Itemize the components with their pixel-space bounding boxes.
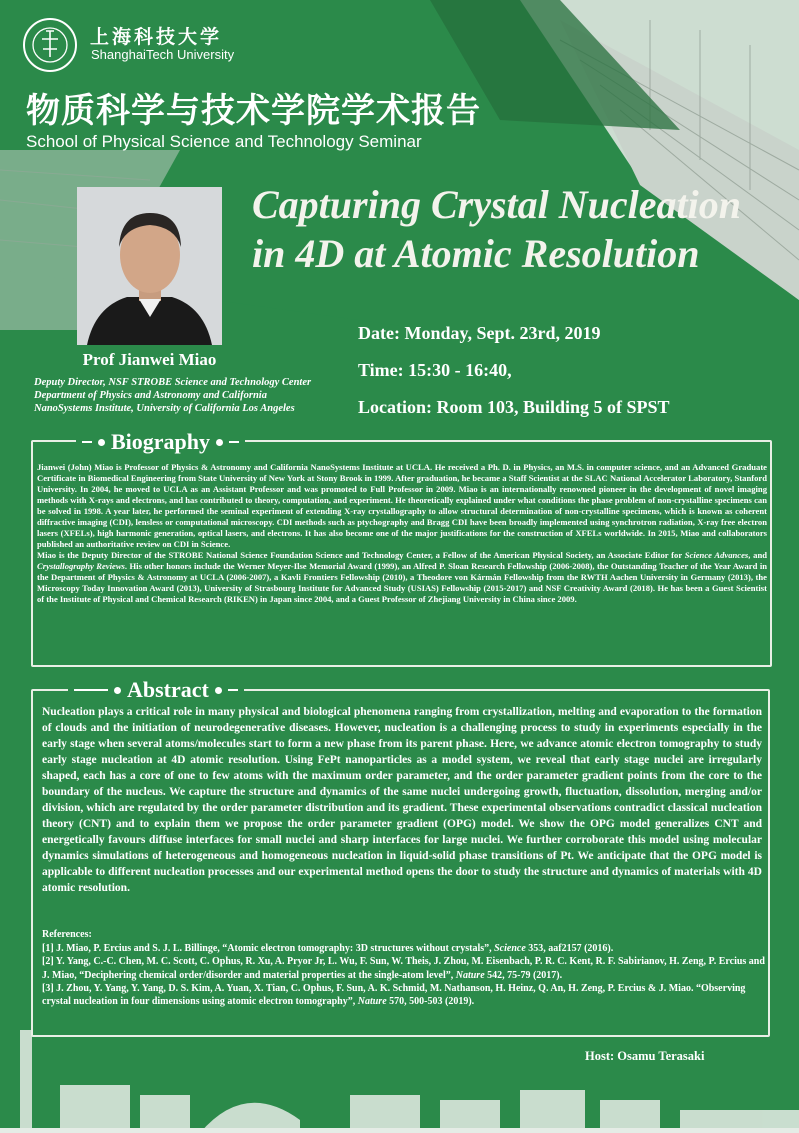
affiliation-line: Department of Physics and Astronomy and California [34, 390, 267, 401]
abstract-heading: Abstract [127, 677, 209, 702]
seminar-title-en: School of Physical Science and Technology Seminar [26, 132, 422, 151]
biography-text [37, 462, 767, 605]
talk-title [252, 180, 792, 278]
talk-location: Location: Room 103, Building 5 of SPST [358, 397, 670, 417]
abstract-text: Nucleation plays a critical role in many physical and biological phenomena ranging from crystallization, melting and evaporation to the formation of clouds and the initiation of neurodegenerative diseases. However, nucleation is a challenging process to study in experiments especially in the early stage when several atoms/molecules start to form a new phase from its parent phase. Here, we advance atomic electron tomography to study early stage nucleation at 4D atomic resolution. Using FePt nanoparticles as a model system, we reveal that early stage nuclei are irregularly shaped, each has a core of one to few atoms with the maximum order parameter, and the order parameter gradient points from the core to the boundary of the nucleus. We capture the structure and dynamics of the same nuclei undergoing growth, fluctuation, dissolution, merging and/or division, which are regulated by the order parameter distribution and its gradient. These experimental observations contradict classical nucleation theory (CNT) and to explain them we propose the order parameter gradient (OPG) model. We show the OPG model generalizes CNT and energetically favours diffuse interfaces for small nuclei and sharp interfaces for large nuclei. We further corroborate this model using molecular dynamics simulations of heterogeneous and homogeneous nucleation in liquid-solid phase transitions of Pt. We anticipate that the OPG model is applicable to different nucleation processes and our experimental method opens the door to study the structure and dynamics of materials with 4D atomic resolution. [42, 706, 762, 894]
biography-paragraph: Jianwei (John) Miao is Professor of Physics & Astronomy and California NanoSystems Institute at UCLA. He received a Ph. D. in Physics, an M.S. in computer science, and an Advanced Graduate Certificate in Biomedical Engineering from State University of New York at Stony Brook in 1999. After graduation, he became a Staff Scientist at the SLAC National Accelerator Laboratory, Stanford University. In 2004, he moved to UCLA as an Assistant Professor and was promoted to Full Professor in 2009. Miao is an internationally renowned pioneer in the development of novel imaging methods with X-rays and electrons, and has contributed to theory, computation, and experiment. He theoretically explained under what conditions the phase problem of non-crystalline specimens can be solved in 1998. A year later, he performed the seminal experiment of extending X-ray crystallography to allow structural determination of non-crystalline specimens, which is known as coherent diffractive imaging (CDI), lensless or computational microscopy. CDI methods such as ptychography and Bragg CDI have been broadly implemented using synchrotron radiation, X-ray free electron lasers (XFELs), high harmonic generation, optical lasers, and electrons. It has also become one of the major justifications for the construction of XFELs worldwide. In 2015, Miao and collaborators published an authoritative review on CDI in Science. [37, 462, 767, 549]
university-logo [22, 17, 78, 73]
references-heading: References: [42, 929, 92, 940]
speaker-name: Prof Jianwei Miao [82, 350, 217, 369]
talk-date: Date: Monday, Sept. 23rd, 2019 [358, 323, 601, 343]
biography-heading: Biography [111, 429, 211, 454]
speaker-photo [77, 187, 222, 345]
speaker-affiliation [34, 376, 344, 415]
affiliation-line: Deputy Director, NSF STROBE Science and Technology Center [34, 377, 312, 388]
reference-item: [3] J. Zhou, Y. Yang, Y. Yang, D. S. Kim, A. Yuan, X. Tian, C. Ophus, F. Sun, A. K. Schmid, M. Nathanson, H. Heinz, Q. An, H. Zeng, P. Ercius & J. Miao. “Observing crystal nucleation in four dimensions using atomic electron tomography”, Nature 570, 500-503 (2019). [42, 982, 746, 1008]
talk-title-line-2: in 4D at Atomic Resolution [252, 231, 700, 276]
biography-paragraph: Miao is the Deputy Director of the STROBE National Science Foundation Science and Technology Center, a Fellow of the American Physical Society, an Associate Editor for Science Advances, and Crystallography Reviews. His other honors include the Werner Meyer-Ilse Memorial Award (1999), an Alfred P. Sloan Research Fellowship (2006-2008), the Outstanding Teacher of the Year Award in the Department of Physics & Astronomy at UCLA (2006-2007), a Kavli Frontiers Fellowship (2010), a Theodore von Kármán Fellowship from the RWTH Aachen University in Germany (2013), the Microscopy Today Innovation Award (2013), University of Strasbourg Institute for Advanced Study (USIAS) Fellowship (2015-2017) and NSF Creativity Award (2018). He has been a Guest Scientist of the Institute of Physical and Chemical Research (RIKEN) in Japan since 2004, and a Guest Professor of Zhejiang University in China since 2009. [37, 550, 768, 604]
university-name-cn: 上海科技大学 [90, 26, 223, 48]
affiliation-line: NanoSystems Institute, University of California Los Angeles [34, 403, 295, 414]
university-name-en: ShanghaiTech University [91, 47, 235, 62]
talk-title-line-1: Capturing Crystal Nucleation [252, 182, 741, 227]
talk-time: Time: 15:30 - 16:40, [358, 360, 512, 380]
host-name: Host: Osamu Terasaki [585, 1049, 705, 1063]
reference-item: [1] J. Miao, P. Ercius and S. J. L. Billinge, “Atomic electron tomography: 3D structures without crystals”, Science 353, aaf2157 (2016). [42, 943, 614, 954]
biography-header [76, 429, 245, 455]
references-list [42, 942, 767, 1008]
reference-item: [2] Y. Yang, C.-C. Chen, M. C. Scott, C. Ophus, R. Xu, A. Pryor Jr, L. Wu, F. Sun, W. Theis, J. Zhou, M. Eisenbach, P. R. C. Kent, R. F. Sabirianov, H. Zeng, P. Ercius and J. Miao, “Deciphering chemical order/disorder and material properties at the single-atom level”, Nature 542, 75-79 (2017). [42, 956, 765, 981]
abstract-header [68, 677, 244, 703]
seminar-title-cn: 物质科学与技术学院学术报告 [26, 91, 481, 131]
